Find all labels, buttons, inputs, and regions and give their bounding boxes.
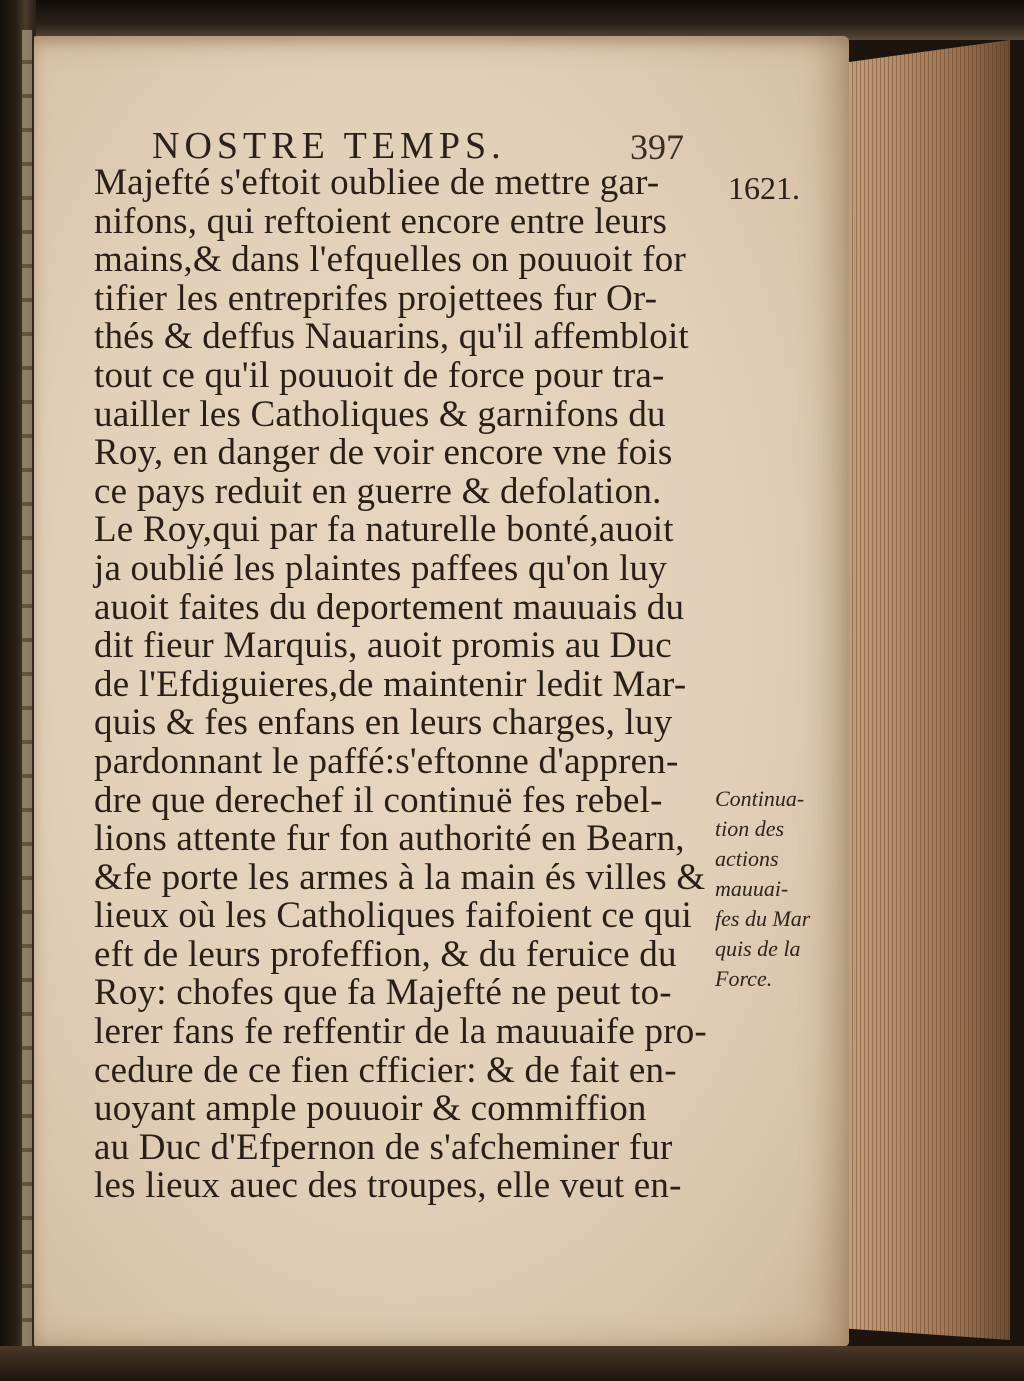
- book-page: [34, 36, 849, 1346]
- body-line: au Duc d'Efpernon de s'afcheminer fur: [94, 1126, 673, 1168]
- body-line: auoit faites du deportement mauuais du: [94, 586, 685, 628]
- body-line: tifier les entreprifes projettees fur Or-: [94, 277, 658, 319]
- margin-note-line: mauuai-: [715, 876, 789, 901]
- margin-note-line: quis de la: [715, 936, 801, 961]
- gutter-page-edge: [22, 30, 32, 1370]
- body-line: lions attente fur fon authorité en Bearn,: [94, 818, 685, 860]
- body-line: uailler les Catholiques & garnifons du: [94, 393, 666, 435]
- body-line: Roy: chofes que fa Majefté ne peut to-: [94, 972, 672, 1014]
- margin-note: [715, 784, 835, 994]
- body-line: dre que derechef il continuë fes rebel-: [94, 779, 663, 821]
- body-text: [94, 164, 734, 1206]
- body-line: tout ce qu'il pouuoit de force pour tra-: [94, 354, 665, 396]
- body-line: thés & deffus Nauarins, qu'il affembloit: [94, 316, 689, 358]
- body-line: ja oublié les plaintes paffees qu'on luy: [94, 547, 667, 589]
- body-line: Majefté s'eftoit oubliee de mettre gar-: [94, 162, 660, 203]
- body-line: uoyant ample pouuoir & commiffion: [94, 1088, 647, 1130]
- margin-note-line: fes du Mar: [715, 906, 811, 931]
- bottom-shadow-band: [0, 1346, 1024, 1381]
- margin-note-line: tion des: [715, 816, 785, 841]
- body-line: pardonnant le paffé:s'eftonne d'appren-: [94, 740, 679, 782]
- body-line: lerer fans fe reffentir de la mauuaife pro-: [94, 1011, 707, 1053]
- body-line: les lieux auec des troupes, elle veut en-: [94, 1165, 682, 1207]
- body-line: mains,& dans l'efquelles on pouuoit for: [94, 239, 686, 281]
- running-head: NOSTRE TEMPS.: [152, 125, 506, 167]
- left-gutter: [0, 0, 36, 1381]
- body-line: lieux où les Catholiques faifoient ce qui: [94, 895, 692, 937]
- body-line: dit fieur Marquis, auoit promis au Duc: [94, 625, 672, 667]
- margin-year: 1621.: [728, 170, 800, 206]
- top-shadow-band: [0, 0, 1024, 40]
- body-line: eft de leurs profeffion, & du feruice du: [94, 933, 677, 975]
- margin-note-line: Force.: [715, 966, 773, 991]
- body-line: ce pays reduit en guerre & defolation.: [94, 470, 662, 512]
- body-line: Roy, en danger de voir encore vne fois: [94, 432, 673, 474]
- page-number: 397: [630, 127, 684, 167]
- margin-note-line: actions: [715, 846, 779, 871]
- body-line: de l'Efdiguieres,de maintenir ledit Mar-: [94, 663, 687, 705]
- body-line: &fe porte les armes à la main és villes &: [94, 856, 706, 898]
- margin-note-line: Continua-: [715, 786, 805, 811]
- body-line: cedure de ce fien cfficier: & de fait en-: [94, 1049, 677, 1091]
- body-line: nifons, qui reftoient encore entre leurs: [94, 200, 668, 242]
- body-line: quis & fes enfans en leurs charges, luy: [94, 702, 673, 744]
- body-line: Le Roy,qui par fa naturelle bonté,auoit: [94, 509, 674, 551]
